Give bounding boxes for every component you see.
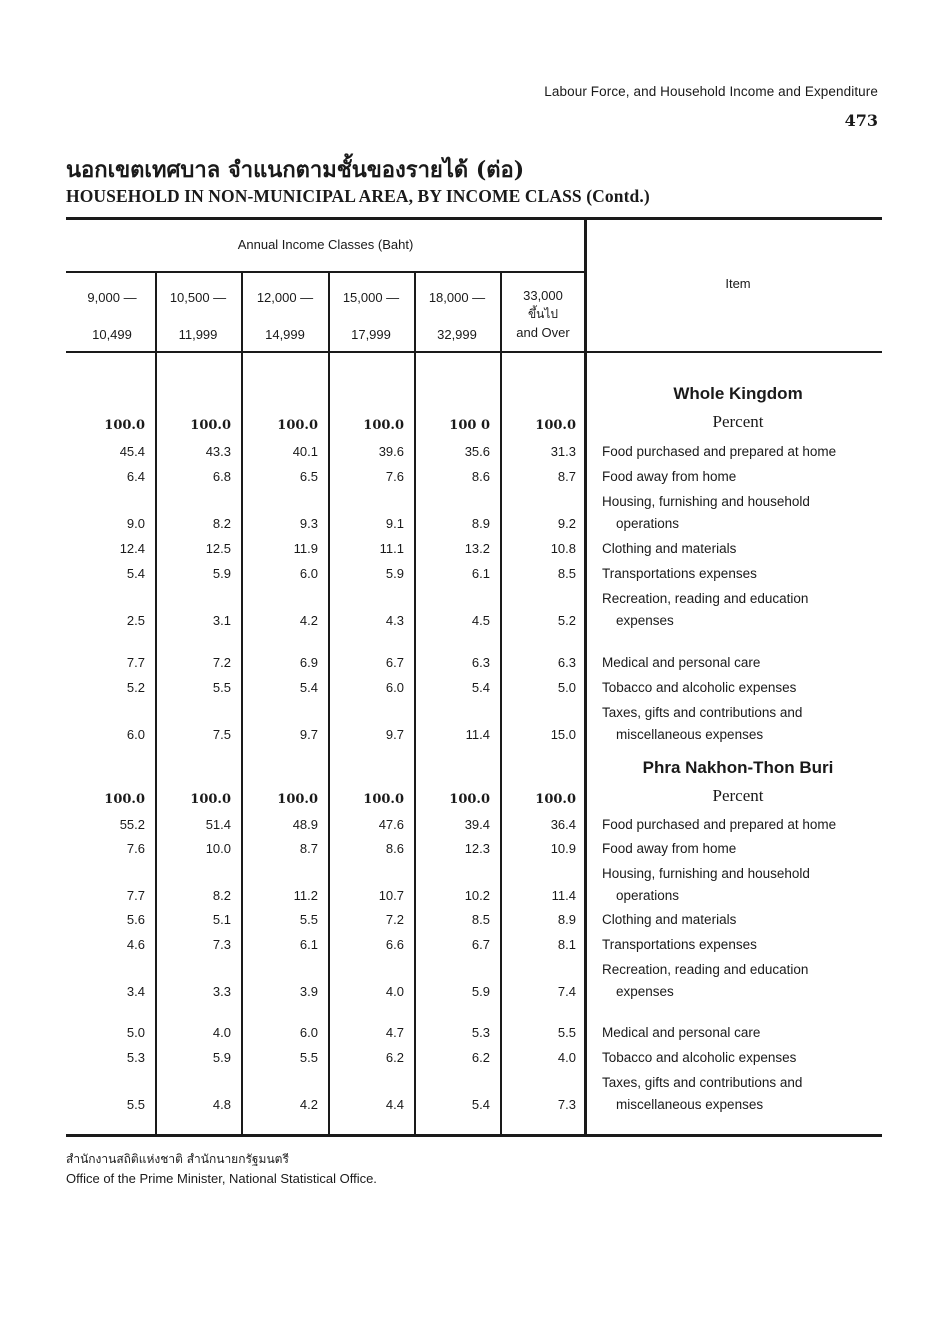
table-cell: 6.5 [299,469,318,484]
table-cell: 5.2 [557,613,576,628]
table-cell: 4.8 [212,1097,231,1112]
column-header-from: 12,000 — [256,290,314,305]
row-label: Food purchased and prepared at home [602,444,837,459]
table-cell: 9.3 [299,516,318,531]
table-cell: 5.5 [212,680,231,695]
total-cell: 100.0 [190,418,231,433]
column-header-to: 32,999 [437,327,477,342]
table-cell: 13.2 [464,541,490,556]
row-label: Medical and personal care [602,1025,761,1040]
table-cell: 9.2 [557,516,576,531]
row-label: miscellaneous expenses [616,727,764,742]
column-divider [328,271,330,1136]
row-label: Housing, furnishing and household [602,866,810,881]
table-cell: 5.9 [471,984,490,999]
row-label: miscellaneous expenses [616,1097,764,1112]
table-cell: 4.2 [299,1097,318,1112]
table-cell: 4.0 [212,1025,231,1040]
total-cell: 100.0 [535,792,576,807]
column-header-rule [66,351,882,353]
row-label: Taxes, gifts and contributions and [602,705,803,720]
group-header: Annual Income Classes (Baht) [237,237,414,252]
table-cell: 3.4 [126,984,145,999]
total-cell: 100.0 [449,792,490,807]
table-cell: 39.4 [464,817,490,832]
table-cell: 5.3 [126,1050,145,1065]
table-cell: 5.4 [126,566,145,581]
table-cell: 8.7 [557,469,576,484]
table-cell: 6.1 [299,937,318,952]
table-cell: 5.4 [471,680,490,695]
table-cell: 5.6 [126,912,145,927]
table-cell: 48.9 [292,817,318,832]
table-cell: 7.2 [212,655,231,670]
column-header-from: 18,000 — [428,290,486,305]
table-cell: 6.7 [385,655,404,670]
table-cell: 4.2 [299,613,318,628]
total-cell: 100.0 [363,792,404,807]
total-cell: 100.0 [277,418,318,433]
table-cell: 9.7 [385,727,404,742]
table-cell: 4.4 [385,1097,404,1112]
total-cell: 100.0 [104,792,145,807]
row-label: operations [616,888,680,903]
table-cell: 6.2 [471,1050,490,1065]
table-cell: 5.0 [126,1025,145,1040]
table-cell: 5.5 [557,1025,576,1040]
table-cell: 5.5 [299,912,318,927]
table-cell: 7.5 [212,727,231,742]
row-label: Transportations expenses [602,566,757,581]
table-cell: 9.7 [299,727,318,742]
table-cell: 11.4 [465,727,490,742]
table-cell: 43.3 [205,444,231,459]
table-cell: 5.0 [557,680,576,695]
table-cell: 5.4 [299,680,318,695]
table-cell: 3.9 [299,984,318,999]
table-cell: 5.2 [126,680,145,695]
table-cell: 6.4 [126,469,145,484]
table-cell: 5.3 [471,1025,490,1040]
table-cell: 10.2 [464,888,490,903]
source-english: Office of the Prime Minister, National Statistical Office. [66,1171,377,1186]
title-thai: นอกเขตเทศบาล จำแนกตามชั้นของรายได้ (ต่อ) [66,157,525,183]
table-cell: 10.0 [205,841,231,856]
row-label: Food away from home [602,469,737,484]
table-cell: 12.5 [205,541,231,556]
table-cell: 6.0 [299,566,318,581]
column-header-to: 11,999 [178,327,218,342]
column-divider [241,271,243,1136]
table-cell: 15.0 [550,727,576,742]
table-cell: 12.4 [119,541,145,556]
table-cell: 5.9 [212,1050,231,1065]
table-cell: 6.7 [471,937,490,952]
table-cell: 7.2 [385,912,404,927]
table-cell: 4.0 [557,1050,576,1065]
item-header: Item [725,276,751,291]
table-cell: 7.3 [557,1097,576,1112]
table-cell: 10.8 [550,541,576,556]
column-divider [500,271,502,1136]
table-cell: 39.6 [378,444,404,459]
total-cell: 100.0 [277,792,318,807]
table-bottom-rule [66,1134,882,1137]
table-cell: 8.6 [471,469,490,484]
table-cell: 8.6 [385,841,404,856]
table-cell: 7.7 [126,888,145,903]
row-label: Recreation, reading and education [602,591,809,606]
column-header-from: 15,000 — [342,290,400,305]
column-header-to: and Over [516,325,570,340]
table-cell: 8.5 [471,912,490,927]
column-header-to: 14,999 [265,327,305,342]
table-cell: 4.7 [385,1025,404,1040]
total-cell: 100.0 [363,418,404,433]
table-cell: 4.6 [126,937,145,952]
table-cell: 4.5 [471,613,490,628]
running-header: Labour Force, and Household Income and Expenditure [544,84,878,99]
table-top-rule [66,217,882,220]
table-cell: 10.7 [378,888,404,903]
table-cell: 5.1 [212,912,231,927]
row-label: Food purchased and prepared at home [602,817,837,832]
row-label: Clothing and materials [602,912,737,927]
column-header-from: 9,000 — [87,290,137,305]
table-cell: 55.2 [119,817,145,832]
table-cell: 6.8 [212,469,231,484]
table-cell: 7.3 [212,937,231,952]
table-cell: 51.4 [205,817,231,832]
table-cell: 6.0 [126,727,145,742]
table-cell: 5.5 [126,1097,145,1112]
table-cell: 6.6 [385,937,404,952]
total-cell: 100.0 [535,418,576,433]
column-header-from: 10,500 — [169,290,227,305]
table-cell: 35.6 [464,444,490,459]
row-label: Tobacco and alcoholic expenses [602,1050,797,1065]
row-label: Tobacco and alcoholic expenses [602,680,797,695]
table-cell: 11.2 [293,888,318,903]
table-cell: 6.0 [385,680,404,695]
table-cell: 6.3 [471,655,490,670]
table-cell: 8.2 [212,888,231,903]
table-cell: 6.2 [385,1050,404,1065]
title-english: HOUSEHOLD IN NON-MUNICIPAL AREA, BY INCOME CLASS (Contd.) [66,186,650,206]
item-column-divider [584,219,587,1136]
table-cell: 5.5 [299,1050,318,1065]
table-cell: 10.9 [550,841,576,856]
table-cell: 4.0 [385,984,404,999]
table-cell: 36.4 [550,817,576,832]
table-cell: 5.4 [471,1097,490,1112]
row-label: Transportations expenses [602,937,757,952]
section-unit: Percent [712,786,764,805]
row-label: Taxes, gifts and contributions and [602,1075,803,1090]
column-header-from: 33,000 [523,288,563,303]
table-cell: 11.4 [551,888,576,903]
table-cell: 40.1 [292,444,318,459]
table-cell: 11.1 [379,541,404,556]
row-label: Housing, furnishing and household [602,494,810,509]
table-cell: 7.4 [557,984,576,999]
table-cell: 5.9 [385,566,404,581]
table-cell: 45.4 [119,444,145,459]
total-cell: 100.0 [104,418,145,433]
total-cell: 100 0 [449,418,490,433]
table-cell: 7.6 [126,841,145,856]
table-cell: 2.5 [126,613,145,628]
column-header-to: 17,999 [351,327,391,342]
section-title: Whole Kingdom [673,384,803,403]
table-cell: 5.9 [212,566,231,581]
table-cell: 6.0 [299,1025,318,1040]
table-cell: 9.1 [385,516,404,531]
table-cell: 3.1 [212,613,231,628]
table-cell: 8.5 [557,566,576,581]
row-label: Food away from home [602,841,737,856]
table-cell: 4.3 [385,613,404,628]
table-cell: 8.9 [557,912,576,927]
table-cell: 8.2 [212,516,231,531]
column-header-to: 10,499 [92,327,132,342]
row-label: Clothing and materials [602,541,737,556]
table-cell: 8.1 [557,937,576,952]
table-cell: 6.9 [299,655,318,670]
table-cell: 47.6 [378,817,404,832]
page-number: 473 [844,111,878,130]
table-cell: 31.3 [550,444,576,459]
table-cell: 7.7 [126,655,145,670]
section-title: Phra Nakhon-Thon Buri [642,758,834,777]
table-cell: 7.6 [385,469,404,484]
table-cell: 8.7 [299,841,318,856]
column-header-thai: ขึ้นไป [527,307,559,321]
total-cell: 100.0 [190,792,231,807]
table-cell: 11.9 [293,541,318,556]
section-unit: Percent [712,412,764,431]
row-label: expenses [616,984,674,999]
table-cell: 12.3 [464,841,490,856]
row-label: expenses [616,613,674,628]
table-cell: 6.1 [471,566,490,581]
group-header-rule [66,271,585,273]
row-label: Recreation, reading and education [602,962,809,977]
column-divider [155,271,157,1136]
source-thai: สำนักงานสถิติแห่งชาติ สำนักนายกรัฐมนตรี [66,1152,289,1166]
column-divider [414,271,416,1136]
row-label: operations [616,516,680,531]
table-cell: 9.0 [126,516,145,531]
table-cell: 8.9 [471,516,490,531]
table-cell: 6.3 [557,655,576,670]
table-cell: 3.3 [212,984,231,999]
row-label: Medical and personal care [602,655,761,670]
